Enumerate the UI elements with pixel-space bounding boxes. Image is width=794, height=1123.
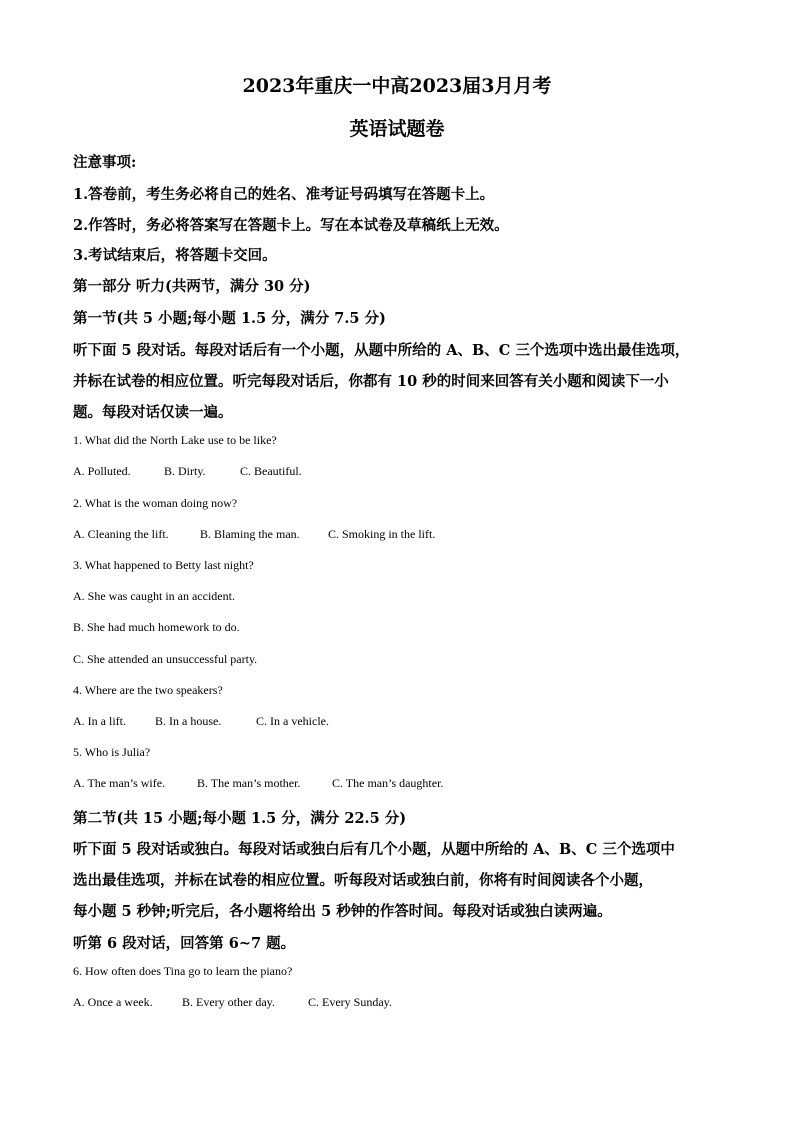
question-3: 3. What happened to Betty last night? xyxy=(73,558,254,572)
option-c: C. Smoking in the lift. xyxy=(328,527,436,541)
section1-instructions: 听下面 5 段对话。每段对话后有一个小题，从题中所给的 A、B、C 三个选项中选出最佳选项， xyxy=(73,342,690,359)
section1-instructions: 题。每段对话仅读一遍。 xyxy=(73,404,233,421)
section2-instructions: 选出最佳选项，并标在试卷的相应位置。听每段对话或独白前，你将有时间阅读各个小题， xyxy=(73,872,653,889)
option-c: C. Beautiful. xyxy=(240,464,302,478)
option-b: B. Every other day. xyxy=(182,995,275,1009)
option-c: C. She attended an unsuccessful party. xyxy=(73,652,258,666)
option-a: A. In a lift. xyxy=(73,714,126,728)
notice-heading: 注意事项: xyxy=(73,154,137,171)
option-a: A. Cleaning the lift. xyxy=(73,527,169,541)
section1-instructions: 并标在试卷的相应位置。听完每段对话后，你都有 10 秒的时间来回答有关小题和阅读下一小 xyxy=(73,373,669,390)
section2-heading: 第二节(共 15 小题;每小题 1.5 分，满分 22.5 分) xyxy=(73,810,407,827)
option-c: C. In a vehicle. xyxy=(256,714,329,728)
section2-instructions: 听下面 5 段对话或独白。每段对话或独白后有几个小题，从题中所给的 A、B、C 三个选项中 xyxy=(73,841,675,858)
question-5: 5. Who is Julia? xyxy=(73,745,151,759)
question-4: 4. Where are the two speakers? xyxy=(73,683,223,697)
option-b: B. She had much homework to do. xyxy=(73,620,240,634)
question-6-options xyxy=(73,995,392,1010)
question-2-options xyxy=(73,527,435,542)
question-2: 2. What is the woman doing now? xyxy=(73,496,238,510)
question-1-options xyxy=(73,464,302,479)
question-6: 6. How often does Tina go to learn the piano? xyxy=(73,964,293,978)
question-5-options xyxy=(73,776,443,791)
option-c: C. The man’s daughter. xyxy=(332,776,444,790)
option-c: C. Every Sunday. xyxy=(308,995,392,1009)
option-b: B. Dirty. xyxy=(164,464,206,478)
notice-item: 3.考试结束后，将答题卡交回。 xyxy=(73,247,277,264)
section2-instructions: 每小题 5 秒钟;听完后，各小题将给出 5 秒钟的作答时间。每段对话或独白读两遍。 xyxy=(73,903,612,920)
option-b: B. Blaming the man. xyxy=(200,527,300,541)
exam-subtitle: 英语试题卷 xyxy=(349,118,445,140)
option-a: A. Polluted. xyxy=(73,464,131,478)
exam-title: 2023年重庆一中高2023届3月月考 xyxy=(242,75,552,97)
option-b: B. The man’s mother. xyxy=(197,776,301,790)
option-b: B. In a house. xyxy=(155,714,222,728)
option-a: A. The man’s wife. xyxy=(73,776,166,790)
question-1: 1. What did the North Lake use to be like? xyxy=(73,433,277,447)
dialogue-intro: 听第 6 段对话，回答第 6~7 题。 xyxy=(73,935,296,952)
option-a: A. Once a week. xyxy=(73,995,153,1009)
notice-item: 1.答卷前，考生务必将自己的姓名、准考证号码填写在答题卡上。 xyxy=(73,186,495,203)
option-a: A. She was caught in an accident. xyxy=(73,589,235,603)
question-4-options xyxy=(73,714,329,729)
notice-item: 2.作答时，务必将答案写在答题卡上。写在本试卷及草稿纸上无效。 xyxy=(73,217,509,234)
part1-heading: 第一部分 听力(共两节，满分 30 分) xyxy=(73,278,311,295)
section1-heading: 第一节(共 5 小题;每小题 1.5 分，满分 7.5 分) xyxy=(73,310,386,327)
